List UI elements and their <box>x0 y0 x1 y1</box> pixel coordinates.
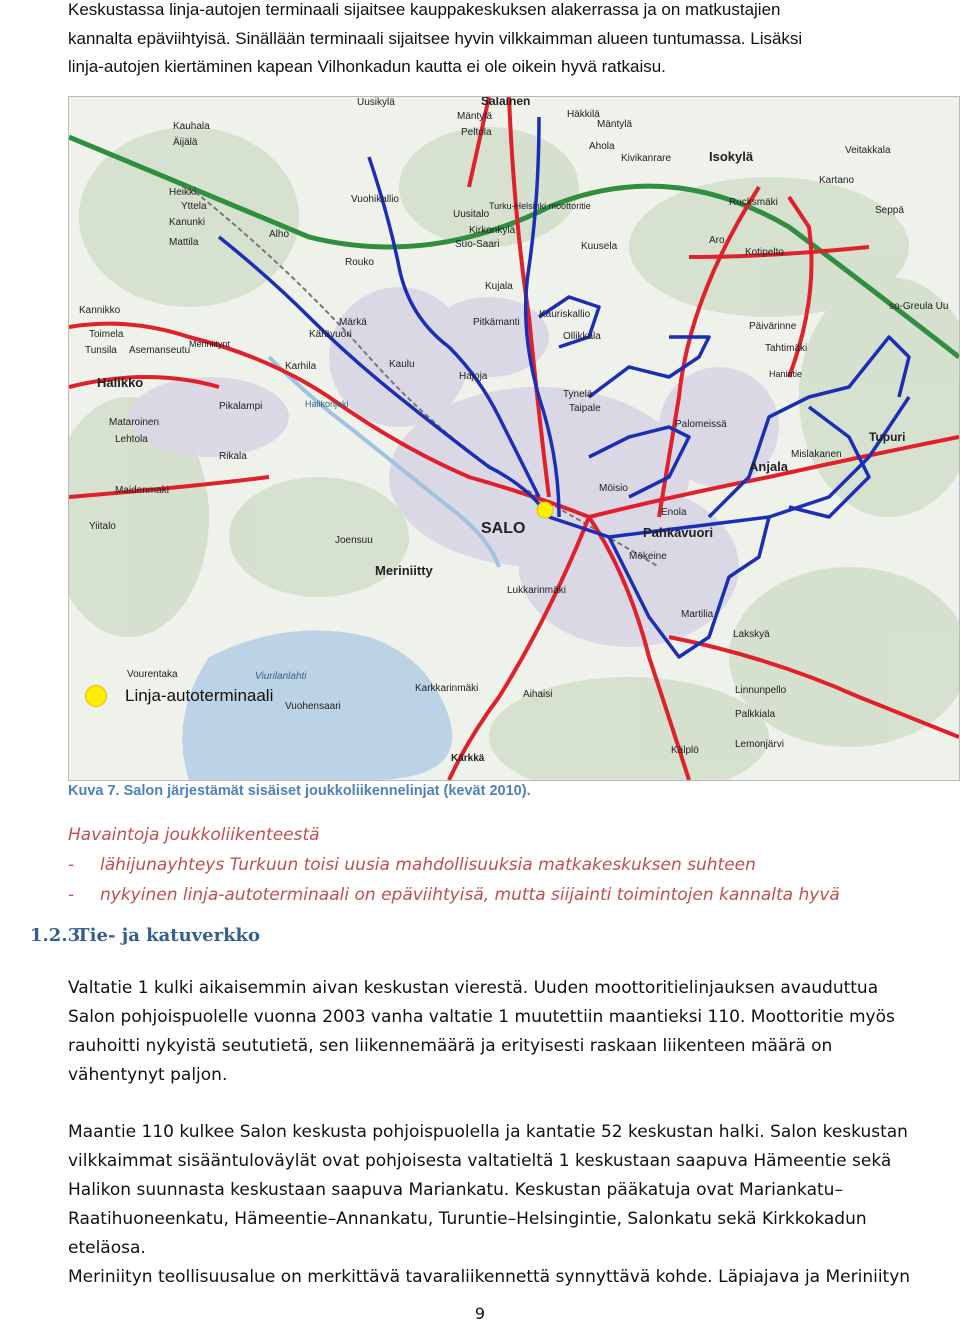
map-label: Tahtimäki <box>765 343 808 354</box>
body-line: vähentynyt paljon. <box>68 1065 228 1085</box>
body-line: rauhoitti nykyistä seututietä, sen liikennemäärä ja erityisesti raskaan liikenteen määrä on <box>68 1036 833 1056</box>
map-label: Yttela <box>181 201 207 212</box>
body-line: Valtatie 1 kulki aikaisemmin aivan keskustan vierestä. Uuden moottoritielinjauksen avauduttua <box>68 978 879 998</box>
map-label: Meriniitty <box>375 563 433 578</box>
legend-label: Linja-autoterminaali <box>125 686 274 705</box>
map-label: Tupuri <box>869 430 906 444</box>
map-label: Aro <box>709 235 725 246</box>
map-label: Kälplö <box>671 745 699 756</box>
map-label: Häkkilä <box>567 109 600 120</box>
map-label: Viurilanlahti <box>255 671 307 682</box>
map-label: so-Greula Uu <box>889 301 949 312</box>
map-label: Hajoja <box>459 371 488 382</box>
bullet-text: nykyinen linja-autoterminaali on epäviihtyisä, mutta siijainti toimintojen kannalta hyvä <box>100 885 840 905</box>
body-line: Maantie 110 kulkee Salon keskusta pohjoispuolella ja kantatie 52 keskustan halki. Salon keskustan <box>68 1122 908 1142</box>
map-label: Pahkavuori <box>643 525 714 540</box>
map-label: Rikala <box>219 451 247 462</box>
intro-line: Keskustassa linja-autojen terminaali sijaitsee kauppakeskuksen alakerrassa ja on matkustajien <box>68 0 781 19</box>
map-label: Kujala <box>485 281 513 292</box>
map-label: Palomeissä <box>675 419 727 430</box>
body-line: Halikon suunnasta keskustaan saapuva Mariankatu. Keskustan pääkatuja ovat Mariankatu– <box>68 1180 843 1200</box>
map-label: Rucksmäki <box>729 197 778 208</box>
map-label: Martilia <box>681 609 714 620</box>
map-label: Pikalampi <box>219 401 263 412</box>
section-number: 1.2.3 <box>30 925 81 946</box>
map-label: Vourentaka <box>127 669 178 680</box>
map-label: Maidenmaki <box>115 485 169 496</box>
map-label: Uusikylä <box>357 97 395 108</box>
map-label: Mattila <box>169 237 199 248</box>
map-label: Peltola <box>461 127 492 138</box>
map-label: Lukkarinmäki <box>507 585 566 596</box>
map-label: Kivikanrare <box>621 153 672 164</box>
map-label: Päivärinne <box>749 321 797 332</box>
map-label: Halikonjoki <box>305 399 349 409</box>
map-label: Halikko <box>97 375 144 390</box>
map-label: Mäntylä <box>457 111 493 122</box>
map-label: Linnunpello <box>735 685 787 696</box>
map-label: Kannikko <box>79 305 121 316</box>
body-line: Raatihuoneenkatu, Hämeentie–Annankatu, Turuntie–Helsingintie, Salonkatu sekä Kirkkokadun <box>68 1209 867 1229</box>
map-canvas <box>69 97 959 780</box>
map-label: Mökeine <box>629 551 667 562</box>
map-label: Asemanseutu <box>129 345 191 356</box>
intro-paragraph <box>68 0 938 82</box>
map-label: Kauhala <box>173 121 210 132</box>
map-label: Ollikkala <box>563 331 601 342</box>
map-label: Meriniitynt <box>189 339 231 349</box>
map-label: Ahola <box>589 141 615 152</box>
map-label: Kanunki <box>169 217 206 228</box>
map-label: Tynelä <box>563 389 593 400</box>
intro-line: linja-autojen kiertäminen kapean Vilhonkadun kautta ei ole oikein hyvä ratkaisu. <box>68 57 666 76</box>
map-label: Hanintie <box>769 369 803 379</box>
map-label: Rouko <box>345 257 374 268</box>
map-label: Palkkiala <box>735 709 776 720</box>
map-label: Karkkarinmäki <box>415 683 479 694</box>
terminal-marker <box>537 502 553 518</box>
map-label: Kuusela <box>581 241 618 252</box>
map-label: Suo-Saari <box>455 239 500 250</box>
map-label: Uusitalo <box>453 209 490 220</box>
map-label: Märkä <box>339 317 367 328</box>
observation-bullet <box>68 850 948 880</box>
map-label: SALO <box>481 520 526 537</box>
map-label: Enola <box>661 507 687 518</box>
body-line: Meriniityn teollisuusalue on merkittävä tavaraliikennettä synnyttävä kohde. Läpiajava ja Meriniityn <box>68 1267 911 1287</box>
map-label: Kauriskallio <box>539 309 591 320</box>
map-label: Möisio <box>599 483 628 494</box>
map-label: Yiitalo <box>89 521 116 532</box>
map-label: Joensuu <box>335 535 373 546</box>
map-label: Lakskyä <box>733 629 770 640</box>
map-label: Pitkämanti <box>473 317 520 328</box>
map-label: Isokylä <box>709 149 754 164</box>
observations <box>68 820 948 910</box>
map-label: Lehtola <box>115 434 148 445</box>
map-label: Turku-Helsinki moottoritie <box>489 201 591 211</box>
body-line: eteläosa. <box>68 1238 146 1258</box>
body-line: Salon pohjoispuolelle vuonna 2003 vanha valtatie 1 muutettiin maantieksi 110. Moottoritie myös <box>68 1007 895 1027</box>
observations-title: Havaintoja joukkoliikenteestä <box>68 825 320 845</box>
map-legend <box>85 685 273 707</box>
body-text <box>68 974 948 1292</box>
map-label: Kaulu <box>389 359 415 370</box>
map-label: Anjala <box>749 459 789 474</box>
map-label: Toimela <box>89 329 124 340</box>
map-label: Veitakkala <box>845 145 891 156</box>
map-label: Alho <box>269 229 290 240</box>
map-label: Äijälä <box>173 137 198 148</box>
map-label: Salainen <box>481 97 531 108</box>
figure-caption: Kuva 7. Salon järjestämät sisäiset joukkoliikennelinjat (kevät 2010). <box>68 783 531 799</box>
intro-line: kannalta epäviihtyisä. Sinällään terminaali sijaitsee hyvin vilkkaimman alueen tuntumassa. Lisäksi <box>68 28 803 48</box>
map-label: Taipale <box>569 403 601 414</box>
bus-route-map <box>68 96 960 781</box>
map-label: Seppä <box>875 205 904 216</box>
bullet-dash: - <box>68 885 75 905</box>
map-label: Vuohensaari <box>285 701 341 712</box>
map-label: Kirkonkylä <box>469 225 516 236</box>
map-label: Kartano <box>819 175 855 186</box>
map-label: Tunsila <box>85 345 117 356</box>
terminal-legend-icon <box>85 685 107 707</box>
observation-bullet <box>68 880 948 910</box>
map-label: Karhila <box>285 361 317 372</box>
map-label: Vuohikallio <box>351 194 399 205</box>
map-label: Lemonjärvi <box>735 739 784 750</box>
section-title: Tie- ja katuverkko <box>76 925 261 946</box>
map-label: Aihaisi <box>523 689 553 700</box>
map-label: Kärkkä <box>451 753 485 764</box>
section-heading <box>30 925 260 946</box>
body-line: vilkkaimmat sisääntuloväylät ovat pohjoisesta valtatieltä 1 keskustaan saapuva Hämeentie sekä <box>68 1151 892 1171</box>
bullet-dash: - <box>68 855 75 875</box>
map-label: Mataroinen <box>109 417 160 428</box>
map-label: Mislakanen <box>791 449 842 460</box>
page-number: 9 <box>474 1304 486 1323</box>
bullet-text: lähijunayhteys Turkuun toisi uusia mahdollisuuksia matkakeskuksen suhteen <box>100 855 756 875</box>
map-label: Mäntylä <box>597 119 633 130</box>
map-label: Heikki <box>169 187 197 198</box>
map-label: Kotipelto <box>745 247 784 258</box>
map-label: Kärävuori <box>309 329 352 340</box>
